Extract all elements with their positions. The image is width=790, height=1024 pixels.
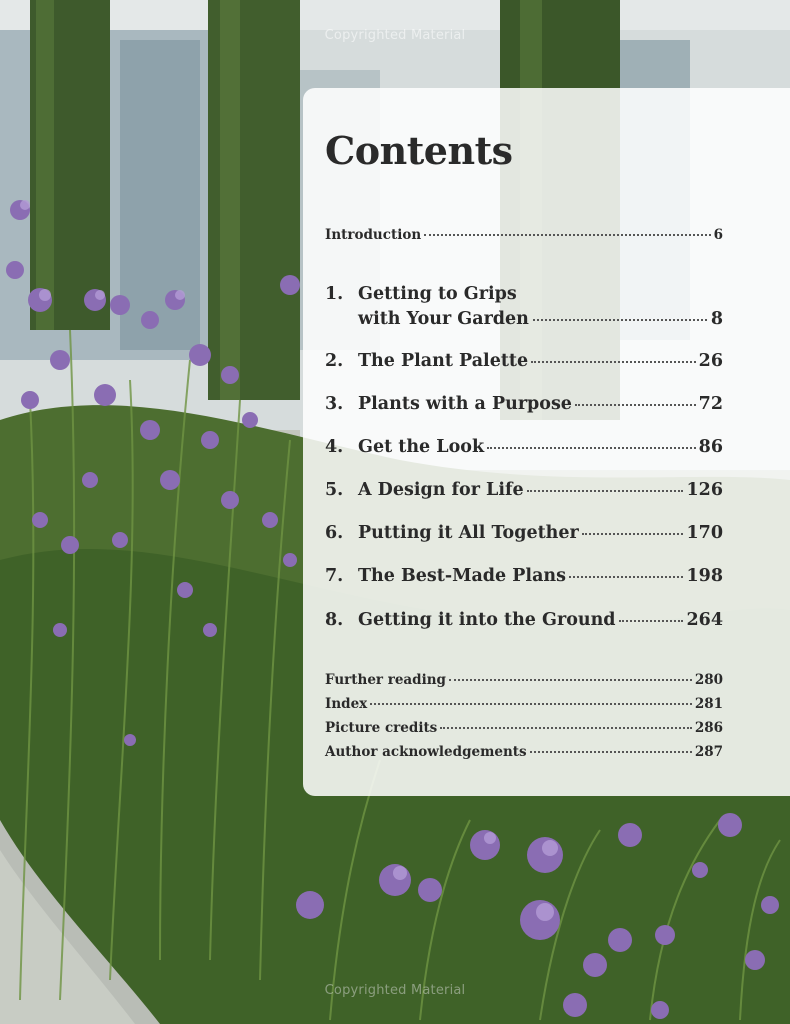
toc-entry-label: Index bbox=[325, 696, 368, 712]
dot-leader bbox=[575, 404, 696, 406]
chapter-title: Putting it All Together bbox=[358, 523, 579, 543]
toc-chapter-6[interactable] bbox=[325, 523, 723, 543]
toc-chapter-7[interactable] bbox=[325, 566, 723, 586]
chapter-number: 6. bbox=[325, 523, 344, 543]
dot-leader bbox=[370, 703, 692, 705]
chapter-page: 170 bbox=[686, 523, 723, 543]
toc-entry-page: 287 bbox=[694, 744, 723, 760]
dot-leader bbox=[449, 679, 692, 681]
toc-entry-index[interactable] bbox=[325, 696, 723, 712]
chapter-title: Get the Look bbox=[358, 437, 485, 457]
chapter-number: 5. bbox=[325, 480, 344, 500]
toc-entry-page: 286 bbox=[694, 720, 723, 736]
chapter-number: 8. bbox=[325, 610, 344, 630]
chapter-title: The Plant Palette bbox=[358, 351, 529, 371]
toc-entry-further-reading[interactable] bbox=[325, 672, 723, 688]
toc-entry-page: 280 bbox=[694, 672, 723, 688]
dot-leader bbox=[440, 727, 692, 729]
dot-leader bbox=[530, 751, 692, 753]
toc-entry-label: Picture credits bbox=[325, 720, 438, 736]
dot-leader bbox=[569, 576, 683, 578]
chapter-page: 264 bbox=[686, 610, 723, 630]
copyright-watermark-top: Copyrighted Material bbox=[324, 28, 466, 43]
chapter-title: Plants with a Purpose bbox=[358, 394, 572, 414]
contents-panel bbox=[303, 88, 790, 796]
toc-entry-page: 6 bbox=[713, 227, 723, 243]
toc-entry-label: Author acknowledgements bbox=[325, 744, 527, 760]
chapter-page: 198 bbox=[686, 566, 723, 586]
chapter-number: 7. bbox=[325, 566, 344, 586]
toc-chapter-3[interactable] bbox=[325, 394, 723, 414]
chapter-page: 8 bbox=[710, 309, 723, 329]
toc-chapter-2[interactable] bbox=[325, 351, 723, 371]
toc-entry-page: 281 bbox=[694, 696, 723, 712]
page-title: Contents bbox=[325, 128, 513, 173]
chapter-title-line1: Getting to Grips bbox=[358, 284, 517, 304]
toc-chapter-4[interactable] bbox=[325, 437, 723, 457]
dot-leader bbox=[527, 490, 684, 492]
toc-chapter-1[interactable] bbox=[325, 284, 723, 329]
toc-entry-introduction[interactable] bbox=[325, 227, 723, 243]
dot-leader bbox=[487, 447, 696, 449]
toc-entry-label: Further reading bbox=[325, 672, 446, 688]
dot-leader bbox=[582, 533, 684, 535]
chapter-page: 72 bbox=[698, 394, 723, 414]
dot-leader bbox=[619, 620, 684, 622]
dot-leader bbox=[533, 319, 707, 321]
chapter-page: 126 bbox=[686, 480, 723, 500]
dot-leader bbox=[424, 234, 710, 236]
chapter-number: 4. bbox=[325, 437, 344, 457]
chapter-title-line2: with Your Garden bbox=[358, 309, 529, 329]
chapter-page: 26 bbox=[698, 351, 723, 371]
chapter-title: A Design for Life bbox=[358, 480, 524, 500]
chapter-number: 2. bbox=[325, 351, 344, 371]
toc-entry-label: Introduction bbox=[325, 227, 422, 243]
toc-chapter-8[interactable] bbox=[325, 610, 723, 630]
toc-entry-author-acknowledgements[interactable] bbox=[325, 744, 723, 760]
dot-leader bbox=[531, 361, 696, 363]
copyright-watermark-bottom: Copyrighted Material bbox=[324, 983, 466, 998]
chapter-number: 1. bbox=[325, 284, 344, 304]
toc-entry-picture-credits[interactable] bbox=[325, 720, 723, 736]
toc-chapter-5[interactable] bbox=[325, 480, 723, 500]
chapter-title: The Best-Made Plans bbox=[358, 566, 566, 586]
chapter-page: 86 bbox=[698, 437, 723, 457]
chapter-number: 3. bbox=[325, 394, 344, 414]
chapter-title: Getting it into the Ground bbox=[358, 610, 616, 630]
